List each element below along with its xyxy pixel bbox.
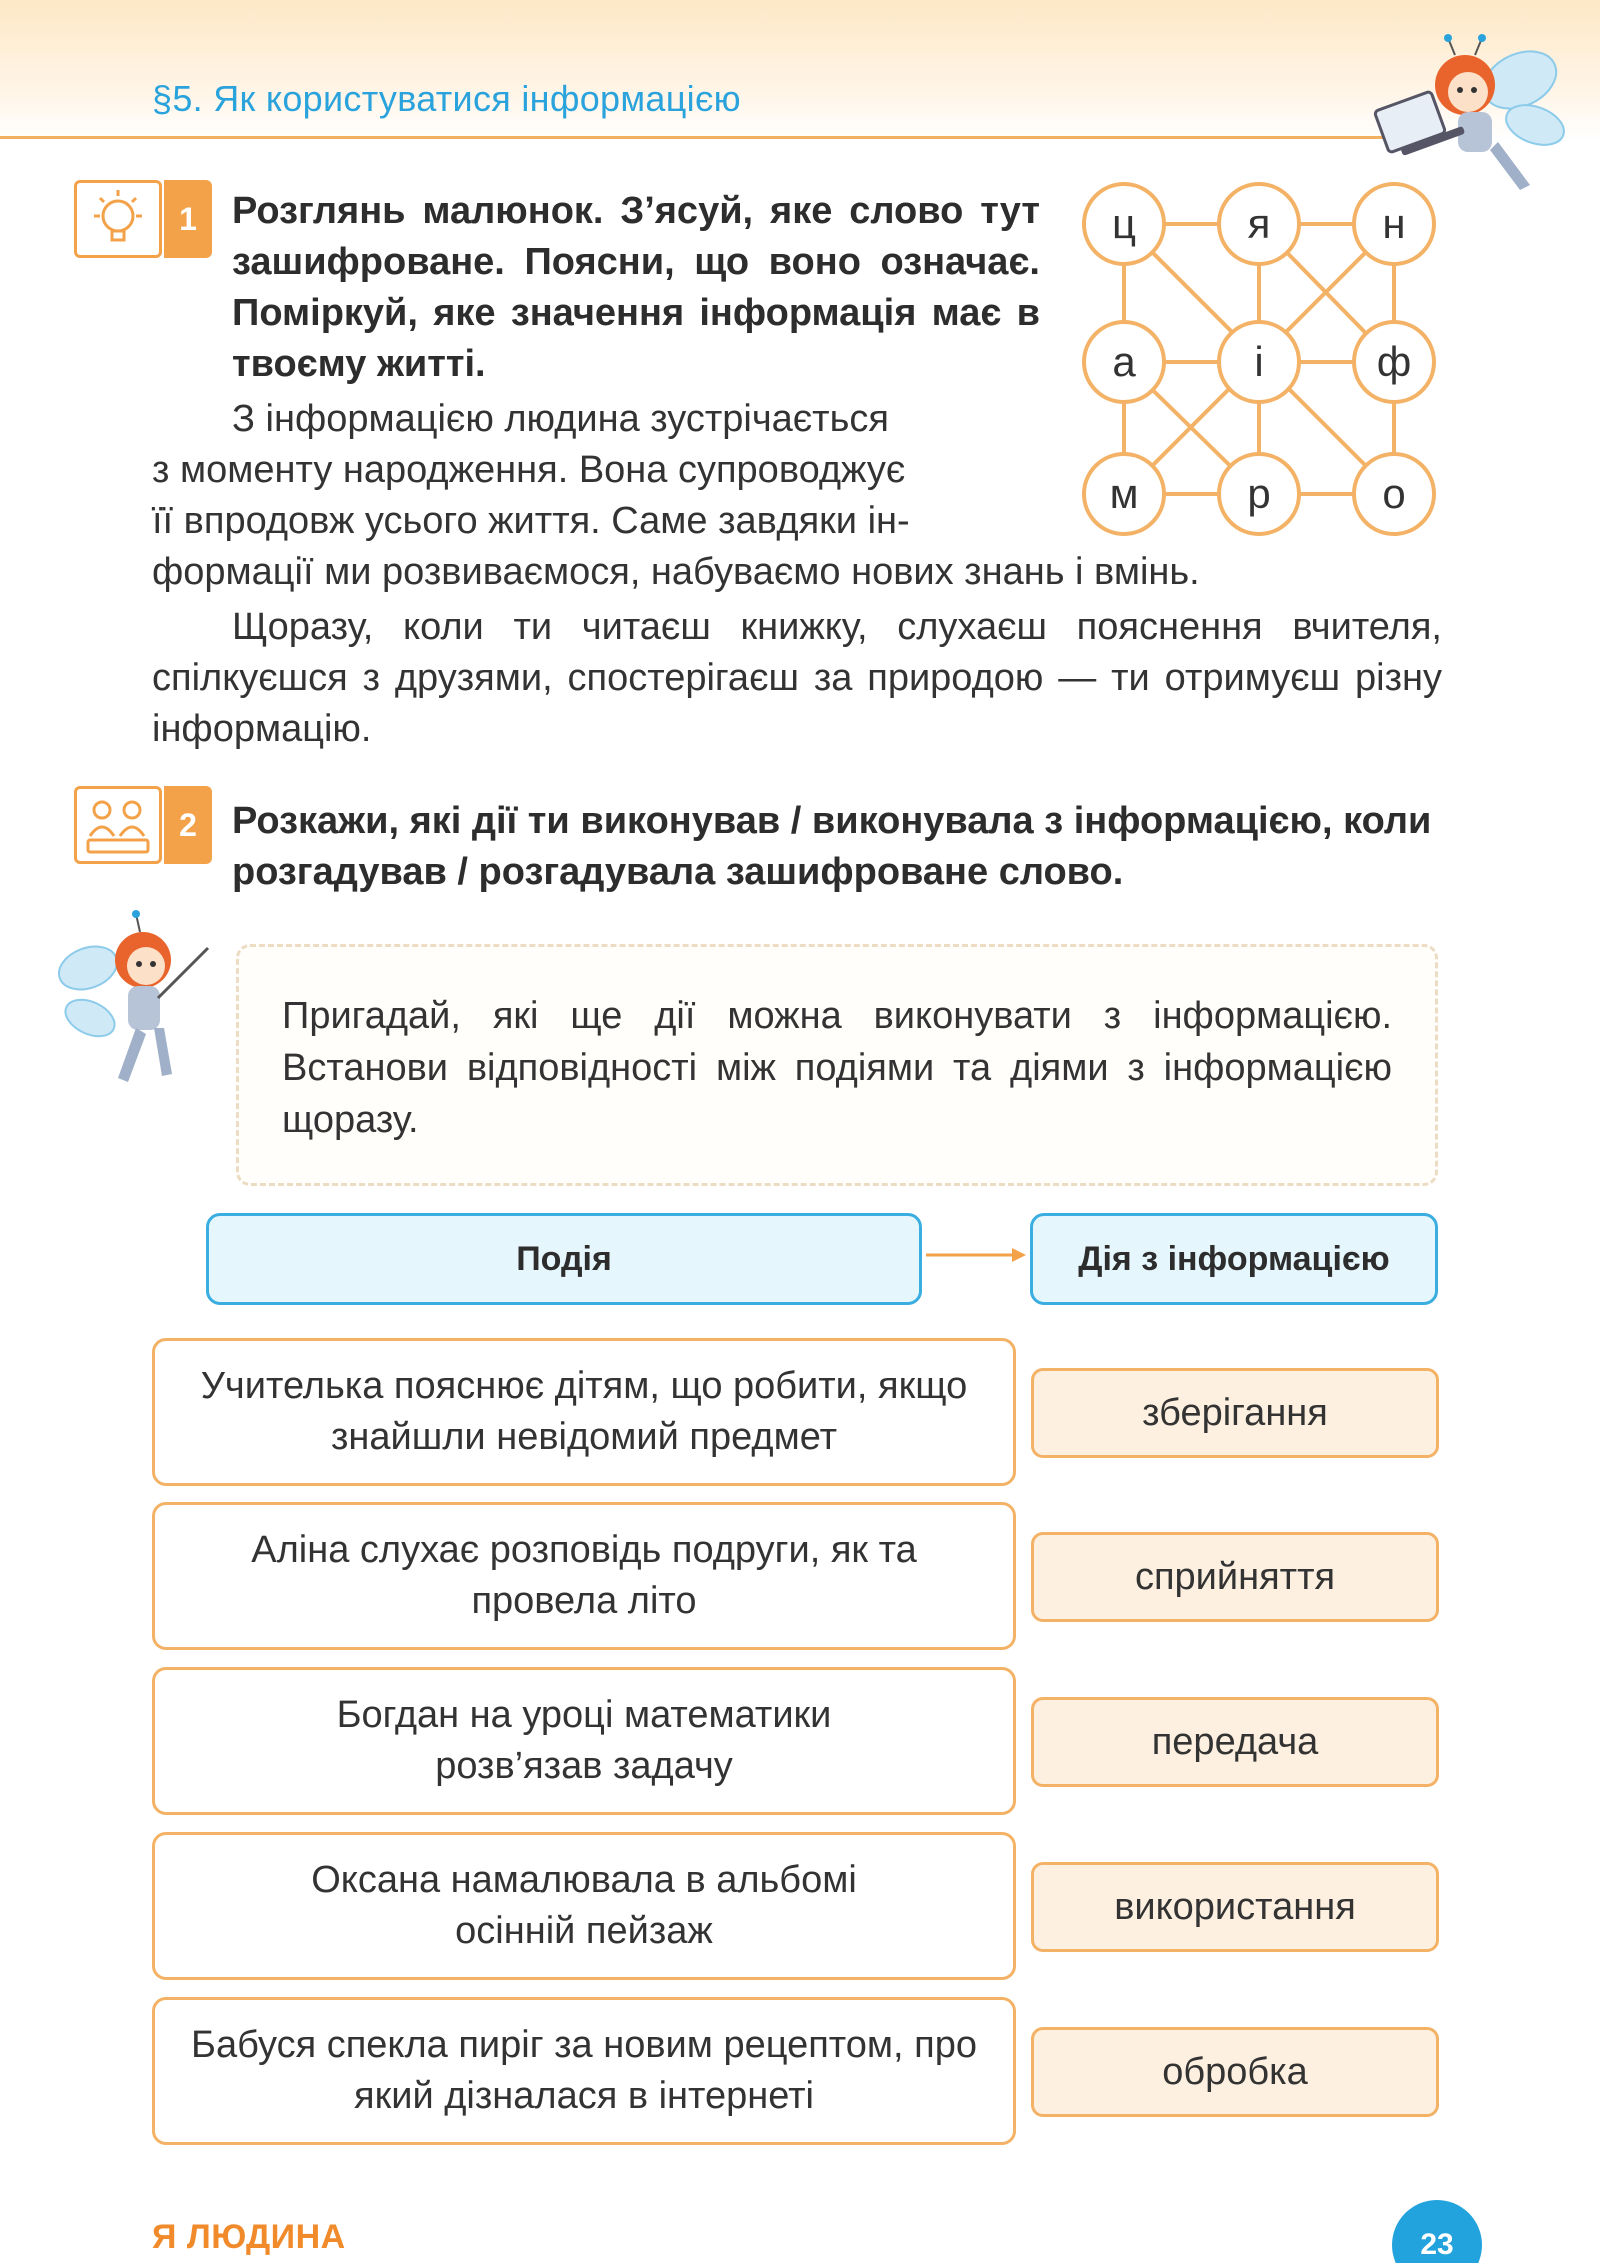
grid-letter: і <box>1217 320 1301 404</box>
hint-text: Пригадай, які ще дії можна виконувати з інформацією. Встанови відповідності між подіями та діями з інформацією щоразу. <box>282 995 1392 1141</box>
action-label: передача <box>1151 1720 1319 1763</box>
grid-letter: я <box>1217 182 1301 266</box>
task-1-badge <box>74 180 212 258</box>
header-rule <box>0 136 1400 139</box>
task-2-prompt: Розкажи, які дії ти виконував / виконувала з інформацією, коли розгадував / розгадувала зашифроване слово. <box>232 800 1432 893</box>
paragraph-1-line-4: формації ми розвиваємося, набуваємо нових знань і вмінь. <box>152 551 1200 593</box>
column-header-event: Подія <box>206 1213 922 1305</box>
grid-letter: а <box>1082 320 1166 404</box>
action-card[interactable] <box>1031 1368 1439 1458</box>
task-1-number: 1 <box>164 180 212 258</box>
event-card <box>152 1997 1016 2145</box>
event-text: Оксана намалювала в альбомі осінній пейзаж <box>311 1859 857 1952</box>
action-card[interactable] <box>1031 1697 1439 1787</box>
lightbulb-icon <box>82 186 154 252</box>
event-card <box>152 1502 1016 1650</box>
page-number: 23 <box>1392 2200 1482 2263</box>
event-text: Бабуся спекла пиріг за новим рецептом, про який дізналася в інтернеті <box>191 2024 977 2117</box>
footer-label: Я ЛЮДИНА <box>152 2218 346 2256</box>
action-label: сприйняття <box>1134 1555 1336 1598</box>
action-label: зберігання <box>1142 1391 1328 1434</box>
grid-letter: ф <box>1352 320 1436 404</box>
arrow-right-icon <box>924 1240 1030 1270</box>
column-header-action: Дія з інформацією <box>1030 1213 1438 1305</box>
event-card <box>152 1338 1016 1486</box>
paragraph-1-line-1: З інформацією людина зустрічається <box>232 398 889 440</box>
action-card[interactable] <box>1031 1862 1439 1952</box>
grid-letter: р <box>1217 452 1301 536</box>
grid-letter: м <box>1082 452 1166 536</box>
fairy-with-wand-illustration <box>58 908 228 1098</box>
paragraph-1-line-3: її впродовж усього життя. Саме завдяки ін- <box>152 500 910 542</box>
paragraph-1-line-2: з моменту народження. Вона супроводжує <box>152 449 906 491</box>
event-text: Аліна слухає розповідь подруги, як та провела літо <box>251 1529 917 1622</box>
event-card <box>152 1667 1016 1815</box>
grid-letter: ц <box>1082 182 1166 266</box>
task-2-badge <box>74 786 212 864</box>
section-title: §5. Як користуватися інформацією <box>152 78 741 119</box>
grid-letter: н <box>1352 182 1436 266</box>
action-card[interactable] <box>1031 2027 1439 2117</box>
group-discussion-icon <box>82 792 154 858</box>
grid-letter: о <box>1352 452 1436 536</box>
paragraph-2: Щоразу, коли ти читаєш книжку, слухаєш пояснення вчителя, спілкуєшся з друзями, спостерігаєш за природою — ти отримуєш різну інформацію. <box>152 606 1442 750</box>
event-text: Богдан на уроці математики розв’язав задачу <box>336 1694 832 1787</box>
task-1-prompt: Розглянь малюнок. З’ясуй, яке слово тут зашифроване. Поясни, що воно означає. Поміркуй, яке значення інформація має в твоєму житті. <box>232 190 1040 385</box>
task-2-number: 2 <box>164 786 212 864</box>
action-label: обробка <box>1162 2050 1308 2093</box>
action-card[interactable] <box>1031 1532 1439 1622</box>
event-card <box>152 1832 1016 1980</box>
event-text: Учителька пояснює дітям, що робити, якщо знайшли невідомий предмет <box>200 1365 968 1458</box>
action-label: використання <box>1114 1885 1356 1928</box>
